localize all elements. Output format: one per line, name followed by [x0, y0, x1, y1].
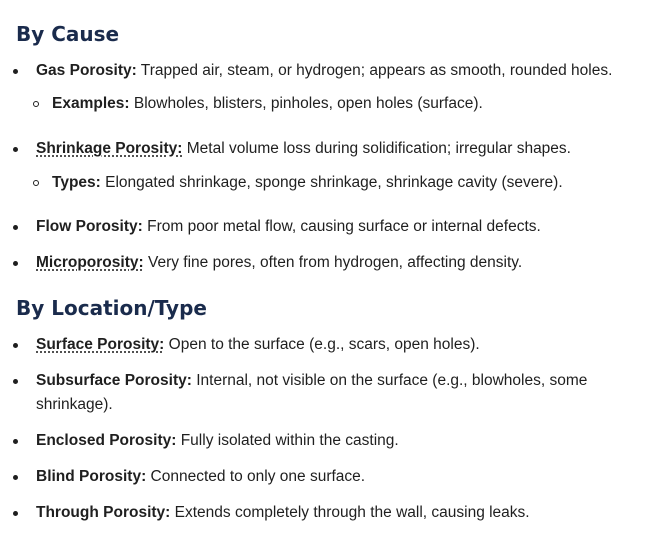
description: Blowholes, blisters, pinholes, open holes (surface). [129, 95, 483, 112]
bullet-icon [13, 439, 18, 444]
bullet-icon [13, 225, 18, 230]
section-heading-by-cause: By Cause [16, 22, 120, 46]
description: From poor metal flow, causing surface or internal defects. [142, 218, 541, 235]
bullet-icon [13, 147, 18, 152]
term: Types: [52, 174, 101, 191]
description: Metal volume loss during solidification; irregular shapes. [182, 140, 571, 157]
term: Flow Porosity: [36, 218, 143, 235]
section-heading-by-location-type: By Location/Type [16, 296, 207, 320]
description: Extends completely through the wall, causing leaks. [170, 504, 530, 521]
term-link[interactable]: Shrinkage Porosity: [36, 140, 183, 157]
term: Gas Porosity: [36, 62, 137, 79]
term: Blind Porosity: [36, 468, 147, 485]
description: Very fine pores, often from hydrogen, affecting density. [143, 254, 523, 271]
description: Fully isolated within the casting. [176, 432, 399, 449]
hollow-bullet-icon [33, 180, 39, 186]
bullet-icon [13, 379, 18, 384]
term: Subsurface Porosity: [36, 372, 192, 389]
term: Through Porosity: [36, 504, 171, 521]
description: Internal, not visible on the surface (e.g., blowholes, some shrinkage). [36, 372, 588, 413]
bullet-icon [13, 69, 18, 74]
term-link[interactable]: Microporosity: [36, 254, 144, 271]
term: Enclosed Porosity: [36, 432, 177, 449]
description: Connected to only one surface. [146, 468, 366, 485]
bullet-icon [13, 343, 18, 348]
term-link[interactable]: Surface Porosity: [36, 336, 165, 353]
description: Elongated shrinkage, sponge shrinkage, shrinkage cavity (severe). [100, 174, 563, 191]
hollow-bullet-icon [33, 101, 39, 107]
bullet-icon [13, 475, 18, 480]
bullet-icon [13, 261, 18, 266]
description: Open to the surface (e.g., scars, open holes). [164, 336, 480, 353]
term: Examples: [52, 95, 130, 112]
description: Trapped air, steam, or hydrogen; appears as smooth, rounded holes. [136, 62, 613, 79]
bullet-icon [13, 511, 18, 516]
